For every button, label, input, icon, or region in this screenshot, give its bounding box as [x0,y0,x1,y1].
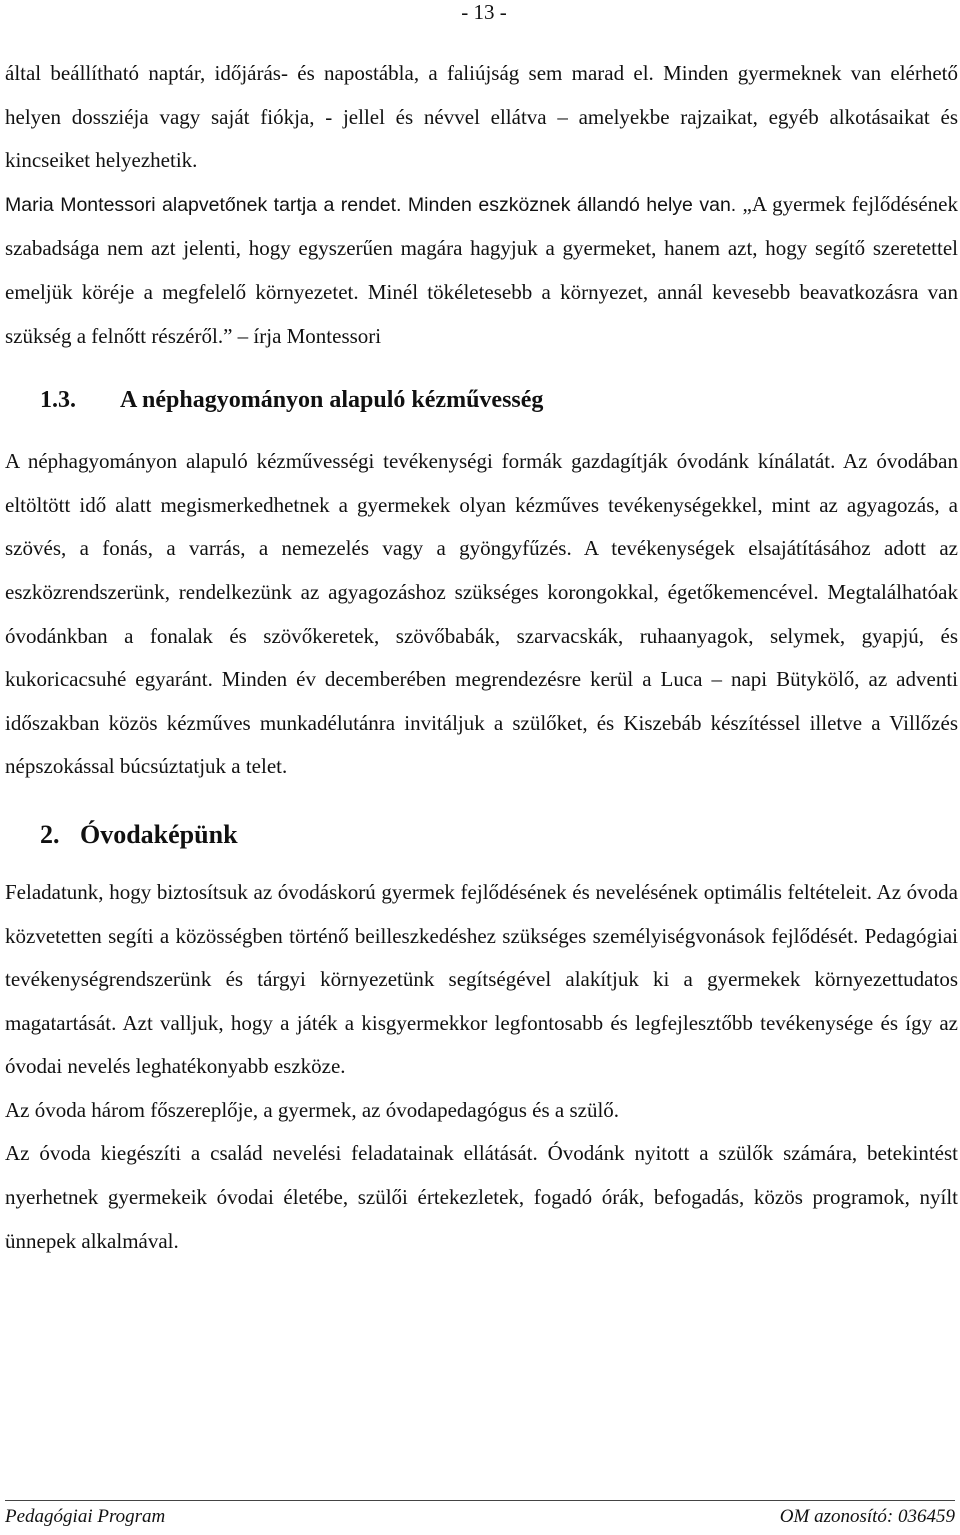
paragraph-kezmuvesseg: A néphagyományon alapuló kézművességi tevékenységi formák gazdagítják óvodánk kínálatát. Az óvodában eltöltött idő alatt megismerkedhetnek a gyermekek olyan kézműves tevékenységekkel, mint az agyagozás, a szövés, a fonás, a varrás, a nemezelés vagy a gyöngyfűzés. A tevékenységek elsajátításához adott az eszközrendszerünk, rendelkezünk az agyagozáshoz szükséges korongokkal, égetőkemencével. Megtalálhatóak óvodánkban a fonalak és szövőkeretek, szövőbabák, szarvacskák, ruhaanyagok, selymek, gyapjú, és kukoricacsuhé egyaránt. Minden év decemberében megrendezésre kerül a Luca – napi Bütykölő, az adventi időszakban közös kézműves munkadélutánra invitáljuk a szülőket, és Kiszebáb készítéssel illetve a Villőzés népszokással búcsúztatjuk a telet. [5,449,958,779]
montessori-quote-text: „A gyermek fejlődésének szabadsága nem azt jelenti, hogy egyszerűen magára hagyjuk a gyermeket, hanem azt, hogy segítő szeretettel emeljük köréje a megfelelő környezetet. Minél tökéletesebb a környezet, annál kevesebb beavatkozásra van szükség a felnőtt részéről.” – írja Montessori [5,191,958,348]
paragraph-top: által beállítható naptár, időjárás- és napostábla, a faliújság sem marad el. Minden gyermeknek van elérhető helyen dossziéja vagy saját fiókja, - jellel és névvel ellátva – amelyekbe rajzaikat, egyéb alkotásaikat és kincseiket helyezhetik. [5,61,958,173]
footer-divider [5,1500,955,1501]
section-number: 2. [40,819,60,849]
paragraph-montessori [5,183,958,358]
paragraph-ovodakep-2: Az óvoda három főszereplője, a gyermek, az óvodapedagógus és a szülő. [5,1097,620,1122]
footer-om-id: OM azonosító: 036459 [779,1506,955,1527]
section-heading-2 [5,819,958,851]
montessori-sans-text: Maria Montessori alapvetőnek tartja a rendet. Minden eszköznek állandó helye van. [5,193,737,216]
footer-program-name: Pedagógiai Program [5,1506,166,1527]
section-heading-1-3 [5,385,958,415]
page-content [5,52,958,1263]
page-number: - 13 - [461,0,507,24]
section-number: 1.3. [40,387,76,414]
paragraph-ovodakep-3: Az óvoda kiegészíti a család nevelési feladatainak ellátását. Óvodánk nyitott a szülők számára, betekintést nyerhetnek gyermekeik óvodai életébe, szülői értekezletek, fogadó órák, befogadás, közös programok, nyílt ünnepek alkalmával. [5,1141,958,1253]
section-title: A néphagyományon alapuló kézművesség [120,387,544,414]
section-title: Óvodaképünk [80,819,238,849]
paragraph-ovodakep-1: Feladatunk, hogy biztosítsuk az óvodáskorú gyermek fejlődésének és nevelésének optimális feltételeit. Az óvoda közvetetten segíti a közösségben történő beilleszkedéshez szükséges személyiségvonások fejlődését. Pedagógiai tevékenységrendszerünk és tárgyi környezetünk segítségével alakítjuk ki a gyermekek környezettudatos magatartását. Azt valljuk, hogy a játék a kisgyermekkor legfontosabb és legfejlesztőbb tevékenysége és így az óvodai nevelés leghatékonyabb eszköze. [5,879,958,1079]
